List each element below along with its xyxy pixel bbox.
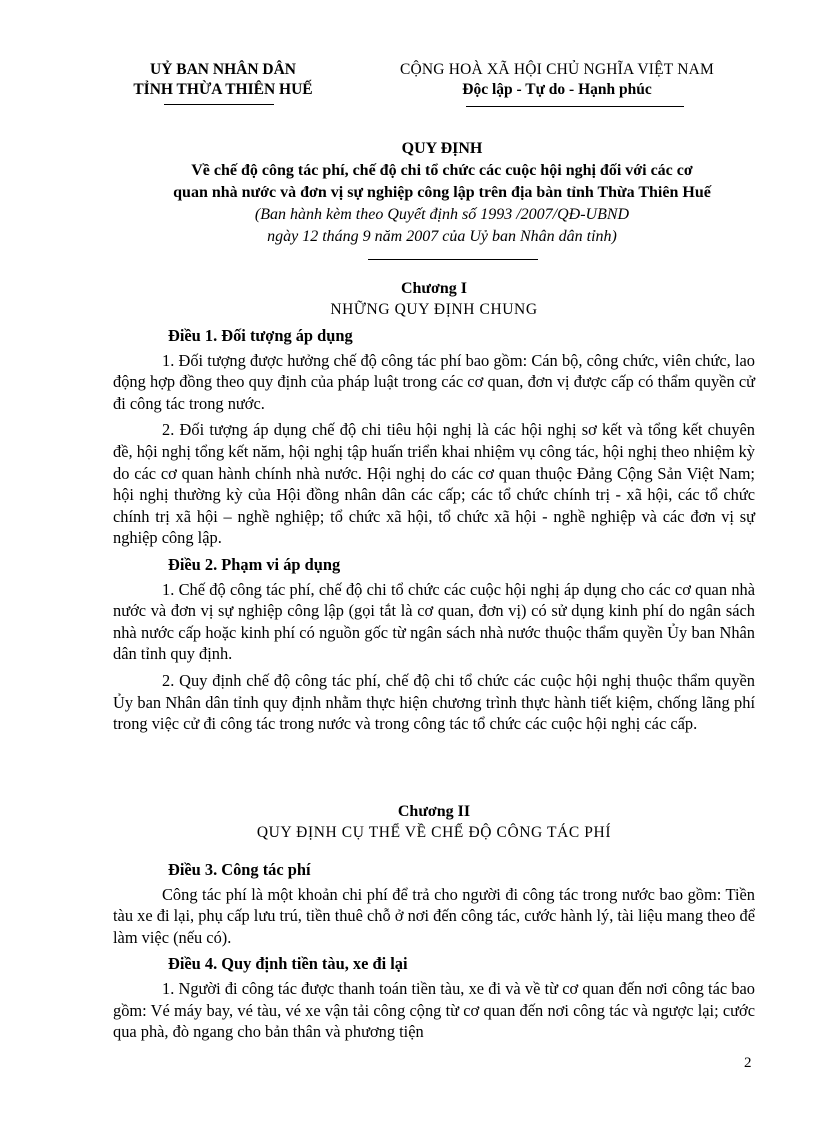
article-4-title: Điều 4. Quy định tiền tàu, xe đi lại	[168, 954, 408, 974]
article-4-paragraph-1: 1. Người đi công tác được thanh toán tiền tàu, xe đi và về từ cơ quan đến nơi công tác bao gồm: Vé máy bay, vé tàu, vé xe vận tải công cộng từ cơ quan đến nơi công tác và ngược lại; cước qua phà, đò ngang cho bản thân và phương tiện	[113, 978, 755, 1042]
issuer-line-2: TỈNH THỪA THIÊN HUẾ	[133, 81, 313, 98]
nation-header	[352, 60, 762, 100]
document-title: QUY ĐỊNH	[401, 140, 483, 157]
article-1-paragraph-1: 1. Đối tượng được hưởng chế độ công tác phí bao gồm: Cán bộ, công chức, viên chức, lao động hợp đồng theo quy định của pháp luật trong các cơ quan, đơn vị được cấp có thẩm quyền cử đi công tác trong nước.	[113, 350, 755, 413]
article-3-paragraph-1: Công tác phí là một khoản chi phí để trả cho người đi công tác trong nước bao gồm: Tiền tàu xe đi lại, phụ cấp lưu trú, tiền thuê chỗ ở nơi đến công tác, cước hành lý, tài liệu mang theo để làm việc (nếu có).	[113, 884, 755, 947]
article-3-title: Điều 3. Công tác phí	[168, 860, 311, 879]
issuer-header	[108, 60, 338, 100]
document-subtitle-line-1: Về chế độ công tác phí, chế độ chi tổ chức các cuộc hội nghị đối với các cơ	[191, 162, 693, 179]
issuer-underline	[164, 104, 274, 105]
article-2-paragraph-2: 2. Quy định chế độ công tác phí, chế độ chi tổ chức các cuộc hội nghị thuộc thẩm quyền Ủy ban Nhân dân tỉnh quy định nhằm thực hiện chương trình thực hành tiết kiệm, chống lãng phí trong việc cử đi công tác trong nước và trong công tác tổ chức các cuộc hội nghị các cấp.	[113, 670, 755, 734]
chapter-1-number: Chương I	[400, 280, 468, 297]
title-block	[110, 138, 774, 248]
issuance-note-line-1: (Ban hành kèm theo Quyết định số 1993 /2007/QĐ-UBND	[254, 206, 630, 223]
page-number: 2	[744, 1055, 752, 1071]
article-1-title: Điều 1. Đối tượng áp dụng	[168, 326, 353, 345]
title-underline	[368, 259, 538, 260]
chapter-2-name: QUY ĐỊNH CỤ THỂ VỀ CHẾ ĐỘ CÔNG TÁC PHÍ	[256, 824, 612, 841]
national-motto: Độc lập - Tự do - Hạnh phúc	[462, 81, 652, 98]
document-subtitle-line-2: quan nhà nước và đơn vị sự nghiệp công lập trên địa bàn tỉnh Thừa Thiên Huế	[173, 184, 711, 201]
chapter-1	[113, 278, 755, 740]
article-2-title: Điều 2. Phạm vi áp dụng	[168, 554, 341, 574]
article-1-paragraph-2: 2. Đối tượng áp dụng chế độ chi tiêu hội nghị là các hội nghị sơ kết và tổng kết chuyên đề, hội nghị tổng kết năm, hội nghị tập huấn triển khai nhiệm vụ công tác, hội nghị theo nhiệm kỳ do các cơ quan hành chính nhà nước. Hội nghị do các cơ quan thuộc Đảng Cộng Sản Việt Nam; hội nghị thường kỳ của Hội đồng nhân dân các cấp; các tổ chức chính trị - xã hội, các tổ chức chính trị xã hội – nghề nghiệp; tổ chức xã hội, tổ chức xã hội - nghề nghiệp và các đơn vị sự nghiệp công lập.	[113, 420, 755, 548]
chapter-2-heading	[113, 801, 755, 843]
article-2-paragraph-1: 1. Chế độ công tác phí, chế độ chi tổ chức các cuộc hội nghị áp dụng cho các cơ quan nhà nước và đơn vị sự nghiệp công lập (gọi tắt là cơ quan, đơn vị) có sử dụng kinh phí do ngân sách nhà nước cấp hoặc kinh phí có nguồn gốc từ ngân sách nhà nước thuộc thẩm quyền Ủy ban Nhân dân tỉnh quy định.	[113, 579, 755, 664]
issuance-note-line-2: ngày 12 tháng 9 năm 2007 của Uỷ ban Nhân dân tỉnh)	[267, 228, 617, 245]
issuer-line-1: UỶ BAN NHÂN DÂN	[150, 61, 296, 78]
chapter-1-heading	[113, 278, 755, 320]
chapter-1-name: NHỮNG QUY ĐỊNH CHUNG	[330, 301, 538, 318]
nation-name: CỘNG HOÀ XÃ HỘI CHỦ NGHĨA VIỆT NAM	[399, 61, 715, 78]
chapter-2	[113, 801, 755, 1048]
motto-underline	[466, 106, 684, 107]
chapter-2-number: Chương II	[397, 803, 471, 820]
